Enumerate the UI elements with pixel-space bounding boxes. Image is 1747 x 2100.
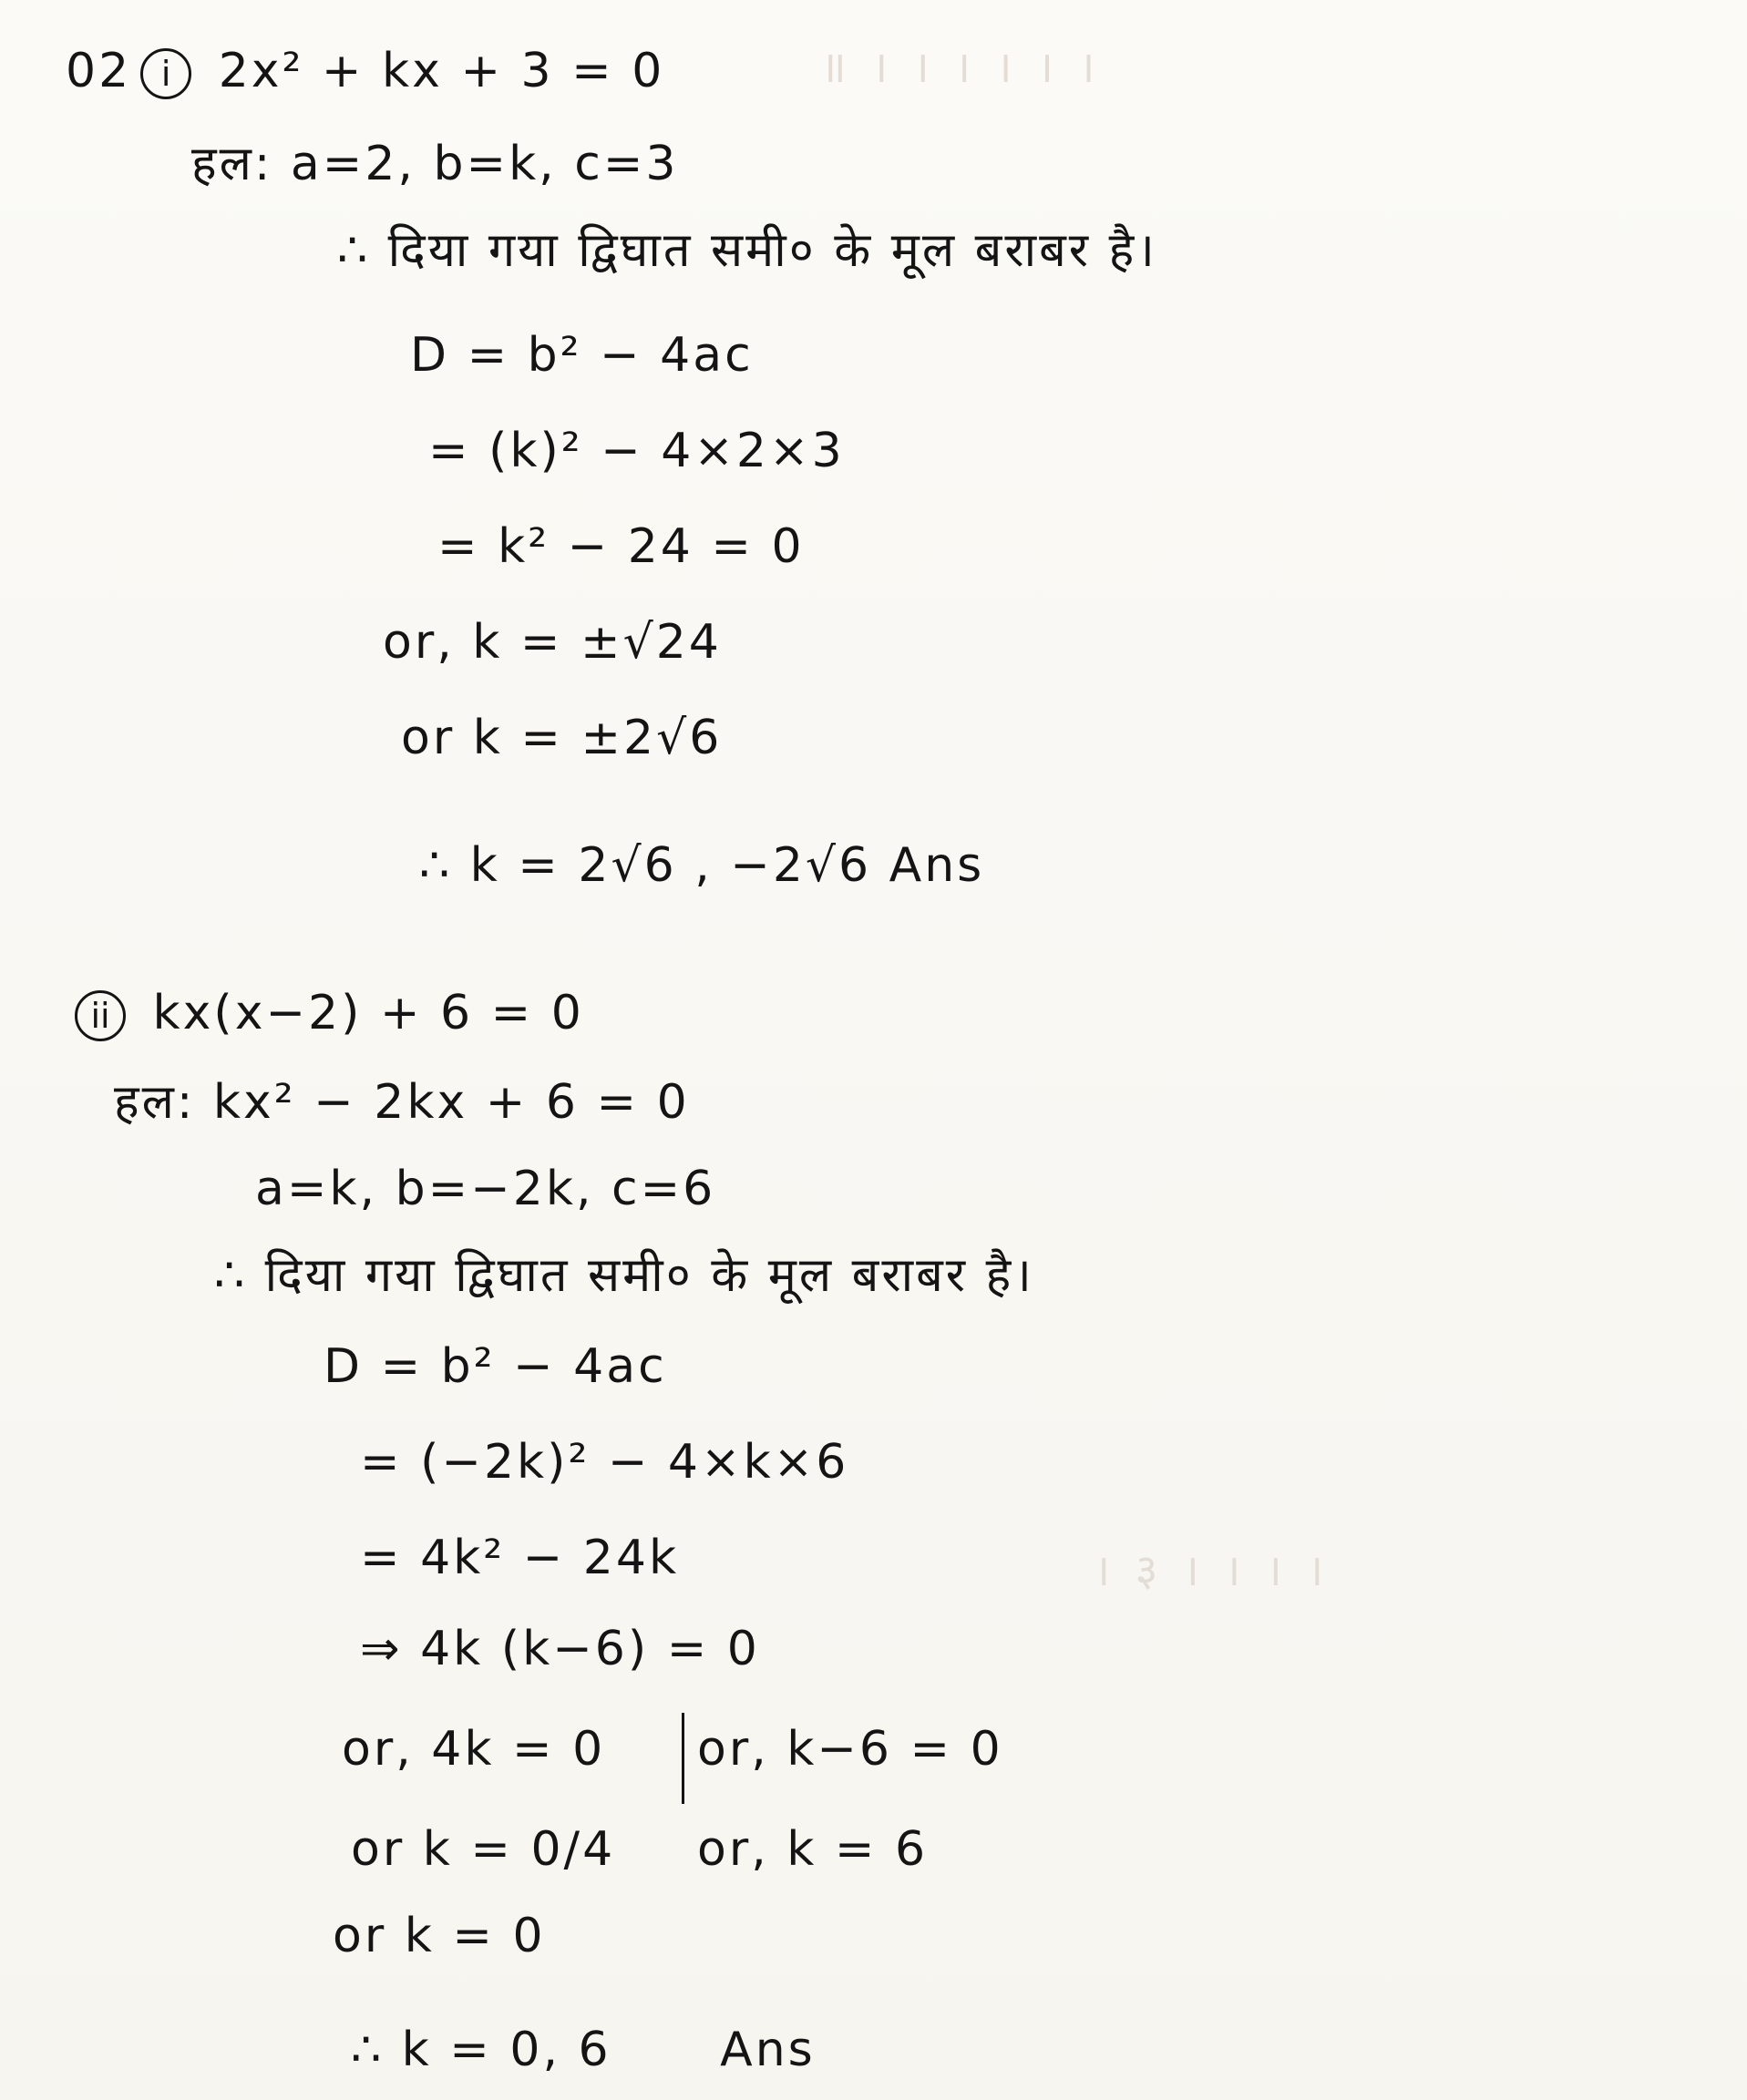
solution-line: or k = ±2√6 xyxy=(401,711,723,765)
left-case-line: or, 4k = 0 xyxy=(342,1722,606,1777)
solution-line: = k² − 24 = 0 xyxy=(437,519,805,574)
right-case-line: or, k = 6 xyxy=(697,1822,929,1877)
solution-line: D = b² − 4ac xyxy=(324,1339,667,1394)
solution-line: ∴ दिया गया द्विघात समी० के मूल बराबर है। xyxy=(214,1248,1034,1303)
left-case-line: or k = 0 xyxy=(333,1909,546,1963)
solution-line: ∴ दिया गया द्विघात समी० के मूल बराबर है। xyxy=(337,223,1157,278)
solution-line: हल: kx² − 2kx + 6 = 0 xyxy=(114,1075,690,1130)
right-case-line: or, k−6 = 0 xyxy=(697,1722,1003,1777)
solution-line: a=k, b=−2k, c=6 xyxy=(255,1162,716,1216)
part-marker-ii: ii xyxy=(75,990,126,1041)
solution-line: or, k = ±√24 xyxy=(383,615,722,670)
left-case-line: or k = 0/4 xyxy=(351,1822,616,1877)
solution-line: = 4k² − 24k xyxy=(360,1531,680,1585)
question-number: 02 xyxy=(66,44,132,98)
question-header xyxy=(66,44,664,99)
solution-line: ⇒ 4k (k−6) = 0 xyxy=(360,1622,760,1676)
equation-2: kx(x−2) + 6 = 0 xyxy=(152,986,584,1040)
final-answer-2 xyxy=(351,2023,816,2077)
part-marker-i: i xyxy=(140,48,191,99)
case-divider xyxy=(682,1713,684,1804)
solution-line: = (−2k)² − 4×k×6 xyxy=(360,1435,849,1490)
final-answer-1: ∴ k = 2√6 , −2√6 Ans xyxy=(419,838,985,893)
equation-1: 2x² + kx + 3 = 0 xyxy=(218,44,665,98)
answer-value: ∴ k = 0, 6 xyxy=(351,2023,611,2077)
bleed-through-decoration: ॥ । । । । । । xyxy=(820,42,1101,93)
solution-line: हल: a=2, b=k, c=3 xyxy=(191,137,679,191)
answer-tag: Ans xyxy=(720,2023,816,2077)
solution-line: D = b² − 4ac xyxy=(410,328,754,383)
solution-line: = (k)² − 4×2×3 xyxy=(428,424,845,478)
bleed-through-decoration: । ३ । । । । xyxy=(1094,1545,1330,1596)
question-header-ii xyxy=(66,986,584,1041)
